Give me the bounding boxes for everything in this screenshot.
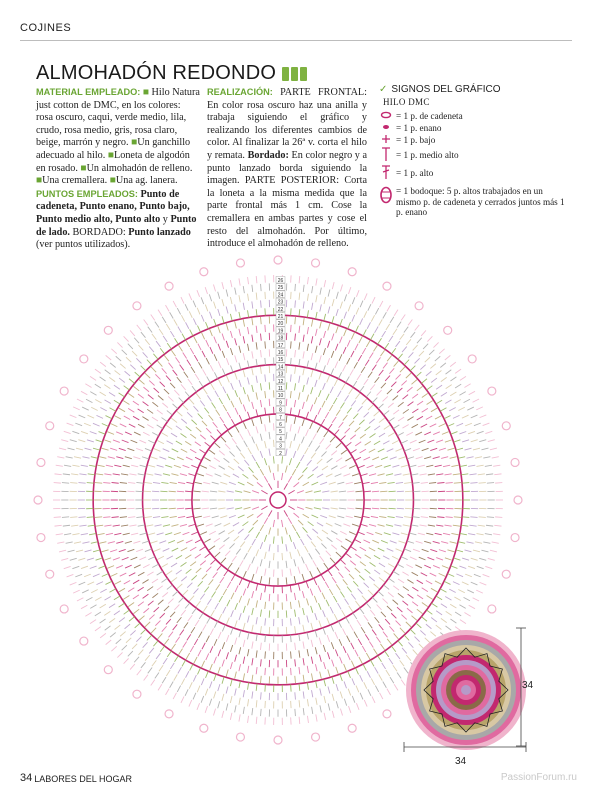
stitches-tail: (ver puntos utilizados).: [36, 239, 131, 251]
row-number: 15: [277, 357, 284, 364]
width-dimension-line: [402, 740, 528, 754]
instructions-column: [207, 86, 367, 251]
row-number: 9: [279, 400, 282, 407]
legend-text: = 1 p. medio alto: [396, 150, 459, 160]
stitch-name: Punto medio alto,: [36, 213, 113, 225]
materials-text: Un almohadón de relleno.: [86, 162, 193, 174]
preview-rings: [406, 630, 526, 750]
bordado-label: BORDADO:: [72, 226, 126, 238]
bordado-label: Bordado:: [247, 149, 289, 161]
row-number: 13: [277, 371, 284, 378]
row-number: 4: [279, 436, 282, 443]
page-footer: [20, 772, 132, 784]
materials-text: Una cremallera.: [42, 175, 108, 187]
finished-cushion-preview: [404, 628, 528, 752]
stitches-label: PUNTOS EMPLEADOS:: [36, 188, 138, 199]
stitch-name: Punto enano,: [79, 201, 137, 213]
half-double-crochet-icon: [379, 146, 393, 164]
legend-subtitle: HILO DMC: [383, 97, 430, 107]
row-number: 3: [279, 443, 282, 450]
title-text: ALMOHADÓN REDONDO: [36, 62, 277, 84]
row-number: 26: [277, 278, 284, 284]
slip-stitch-icon: [379, 123, 393, 133]
row-number: 8: [279, 407, 282, 414]
stitch-name: Punto de cadeneta,: [36, 188, 180, 213]
bullet-square-icon: ■: [131, 137, 138, 149]
bullet-square-icon: ■: [142, 87, 149, 98]
materials-text: Un ganchillo adecuado al hilo.: [36, 137, 191, 161]
legend-row: [379, 146, 569, 164]
row-number: 19: [277, 328, 284, 335]
back-text: Corta la loneta a la misma medida que la parte frontal más 1 cm. Cose la cremallera en ambas partes y cose el resto del almohadón. Por último, introduce el almohadón de relleno.: [207, 175, 367, 250]
row-number: 18: [277, 335, 284, 342]
row-number: 24: [277, 292, 284, 299]
legend-text: = 1 p. de cadeneta: [396, 111, 463, 121]
single-crochet-icon: [379, 134, 393, 146]
row-number: 14: [277, 364, 284, 371]
row-number: 11: [277, 386, 284, 392]
row-number: 21: [277, 314, 284, 320]
magazine-name: LABORES DEL HOGAR: [34, 774, 132, 784]
legend-row: [379, 164, 569, 182]
stitch-name: Punto bajo,: [139, 201, 190, 213]
stitch-name: Punto alto: [115, 213, 161, 225]
row-number: 22: [277, 306, 284, 313]
section-label: COJINES: [20, 22, 72, 34]
chart-legend: [379, 84, 569, 217]
legend-row: [379, 122, 569, 134]
row-numbers: [276, 277, 285, 457]
bullet-square-icon: ■: [109, 175, 116, 187]
row-number: 23: [277, 299, 284, 306]
row-number: 5: [279, 429, 282, 436]
row-number: 6: [279, 422, 282, 428]
row-number: 10: [277, 393, 284, 400]
materials-text: Loneta de algodón en rosado.: [36, 149, 190, 174]
double-crochet-icon: [379, 164, 393, 182]
front-label: PARTE FRONTAL:: [280, 87, 367, 98]
bullet-square-icon: ■: [80, 162, 87, 174]
chain-stitch-icon: [379, 111, 393, 121]
row-number: 25: [277, 285, 284, 292]
materials-text: Hilo Natura just cotton de DMC, en los colores: rosa oscuro, caqui, verde medio, lila, crudo, rosa medio, gris, rosa claro, beige, marrón y negro.: [36, 87, 200, 149]
front-text: En color rosa oscuro haz una anilla y trabaja siguiendo el gráfico y realizando los diferentes cambios de color. Al finalizar la 26ª v. corta el hilo y remata.: [207, 99, 367, 161]
conjunction: y: [162, 213, 168, 225]
legend-text: = 1 bodoque: 5 p. altos trabajados en un mismo p. de cadeneta y cerrados juntos más 1 p. enano: [396, 186, 565, 217]
checkmark-icon: ✓: [379, 84, 388, 95]
page-number: 34: [20, 772, 33, 784]
row-number: 16: [277, 350, 284, 356]
legend-title: SIGNOS DEL GRÁFICO: [391, 84, 501, 95]
watermark: PassionForum.ru: [500, 772, 577, 783]
bordado-text: En color negro y a punto lanzado borda siguiendo la imagen.: [207, 149, 368, 187]
legend-text: = 1 p. enano: [396, 123, 442, 133]
legend-text: = 1 p. alto: [396, 168, 434, 178]
legend-row: [379, 186, 569, 217]
difficulty-icon: [282, 67, 307, 81]
height-dimension-label: 34: [522, 680, 534, 691]
stitch-name: Punto de lado.: [36, 213, 197, 238]
header-divider: [20, 40, 572, 41]
row-number: 17: [277, 342, 284, 349]
bullet-square-icon: ■: [107, 149, 115, 161]
materials-column: [36, 86, 200, 252]
legend-text: = 1 p. bajo: [396, 135, 436, 145]
materials-text: Una ag. lanera.: [115, 175, 178, 187]
legend-row: [379, 110, 569, 122]
stitch-name: Punto lanzado: [128, 226, 191, 238]
legend-heading: [379, 84, 569, 95]
materials-label: MATERIAL EMPLEADO:: [36, 87, 141, 97]
width-dimension-label: 34: [455, 756, 467, 767]
realizacion-label: REALIZACIÓN:: [207, 87, 273, 97]
bullet-square-icon: ■: [36, 175, 43, 187]
row-number: 2: [279, 450, 282, 457]
back-label: PARTE POSTERIOR:: [244, 175, 340, 187]
row-number: 12: [277, 378, 284, 385]
legend-row: [379, 134, 569, 146]
row-number: 7: [279, 414, 282, 421]
bobble-stitch-icon: [379, 186, 393, 206]
row-number: 20: [277, 321, 284, 328]
page-title: [36, 62, 307, 85]
